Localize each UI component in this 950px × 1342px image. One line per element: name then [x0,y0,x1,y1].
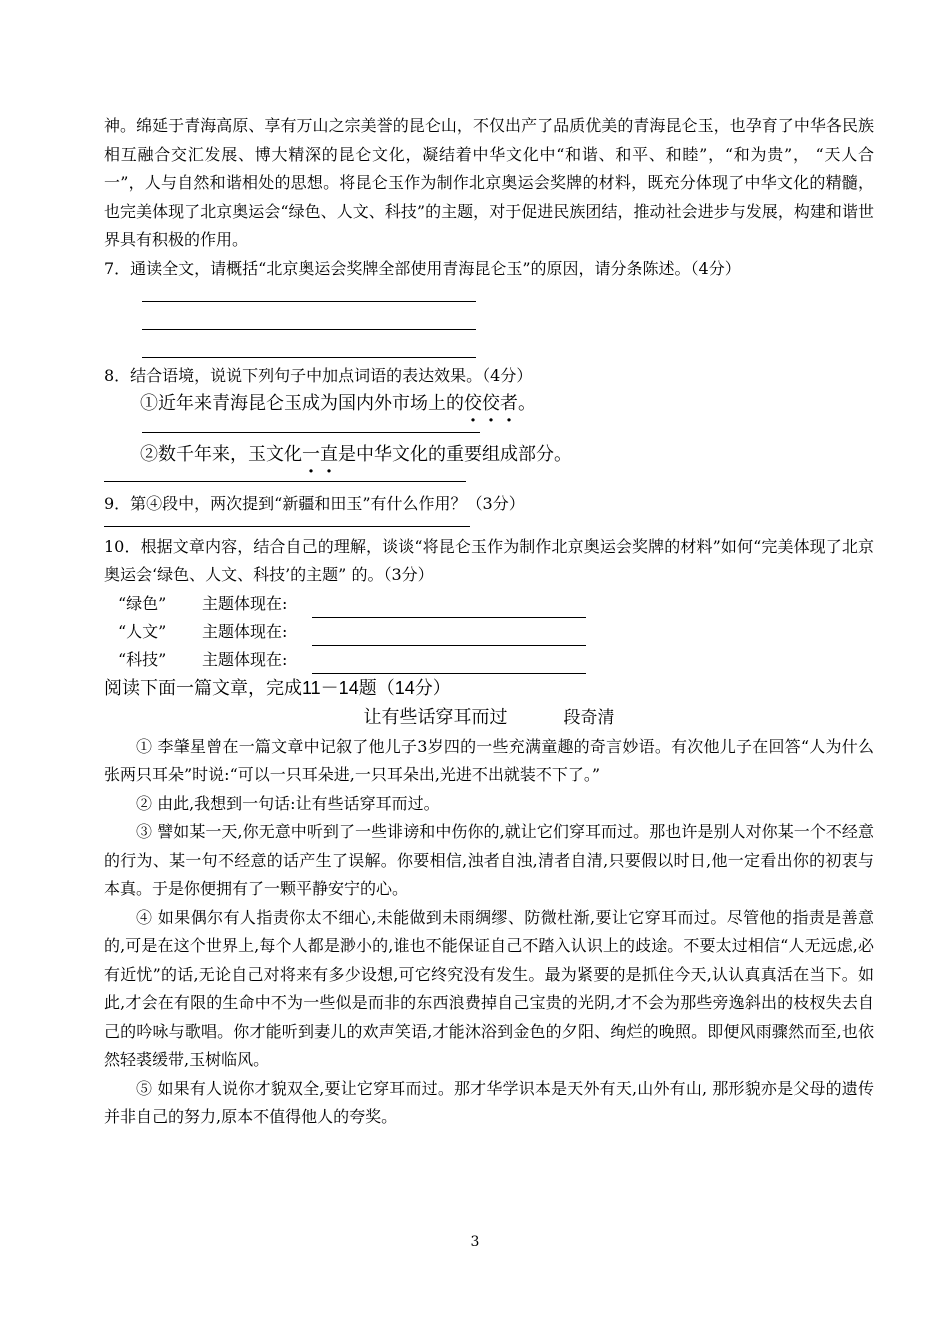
answer-line[interactable] [312,625,586,646]
q8-1-text: ①近年来青海昆仑玉成为国内外市场上的 [140,392,464,414]
answer-line[interactable] [142,301,476,302]
article-author: 段奇清 [563,707,615,728]
answer-line[interactable] [104,526,470,527]
section-heading: 阅读下面一篇文章，完成11－14题（14分） [104,677,451,698]
answer-line[interactable] [104,481,466,482]
q8-1-end: 。 [518,392,536,414]
article-header [104,702,874,733]
dotted-char: 直 [320,443,338,465]
theme-label: “人文” [118,621,167,641]
theme-row-technology [104,646,874,674]
question-10: 10．根据文章内容，结合自己的理解，谈谈“将昆仑玉作为制作北京奥运会奖牌的材料”如何“完美体现了北京奥运会‘绿色、人文、科技’的主题” 的。（3分） [104,536,874,584]
answer-line[interactable] [312,653,586,674]
dotted-char: 者 [500,392,518,414]
article-paragraph-1: ① 李肇星曾在一篇文章中记叙了他儿子3岁四的一些充满童趣的奇言妙语。有次他儿子在回答“人为什么张两只耳朵”时说:“可以一只耳朵进,一只耳朵出,光进不出就装不下了。” [104,736,874,784]
article-paragraph-5: ⑤ 如果有人说你才貌双全,要让它穿耳而过。那才华学识本是天外有天,山外有山, 那形貌亦是父母的遗传并非自己的努力,原本不值得他人的夸奖。 [104,1078,874,1126]
theme-suffix: 主题体现在: [202,649,288,669]
article-paragraph-2: ② 由此,我想到一句话:让有些话穿耳而过。 [136,793,440,813]
answer-line[interactable] [312,597,586,618]
dotted-char: 佼 [464,392,482,414]
answer-line[interactable] [142,329,476,330]
theme-suffix: 主题体现在: [202,621,288,641]
question-8-1 [104,390,874,418]
dotted-char: 佼 [482,392,500,414]
theme-suffix: 主题体现在: [202,593,288,613]
answer-line[interactable] [142,432,480,433]
answer-lines-q7 [104,301,874,358]
q8-2-text: ②数千年来，玉文化 [140,443,302,465]
q8-2-end: 是中华文化的重要组成部分。 [338,443,572,465]
theme-row-humanity [104,618,874,646]
theme-label: “绿色” [118,593,167,613]
question-8: 8．结合语境，说说下列句子中加点词语的表达效果。（4分） [104,365,533,385]
continuation-paragraph: 神。绵延于青海高原、享有万山之宗美誉的昆仑山，不仅出产了品质优美的青海昆仑玉，也孕育了中华各民族相互融合交汇发展、博大精深的昆仑文化，凝结着中华文化中“和谐、和平、和睦”，“和为贵”， “天人合一”，人与自然和谐相处的思想。将昆仑玉作为制作北京奥运会奖牌的材料，既充分体现了中华文化的精髓，也完美体现了北京奥运会“绿色、人文、科技”的主题，对于促进民族团结，推动社会进步与发展，构建和谐世界具有积极的作用。 [104,116,874,249]
article-paragraph-4: ④ 如果偶尔有人指责你太不细心,未能做到未雨绸缪、防微杜渐,要让它穿耳而过。尽管他的指责是善意的,可是在这个世界上,每个人都是渺小的,谁也不能保证自己不踏入认识上的歧途。不要太过相信“人无远虑,必有近忧”的话,无论自己对将来有多少设想,可它终究没有发生。最为紧要的是抓住今天,认认真真活在当下。如此,才会在有限的生命中不为一些似是而非的东西浪费掉自己宝贵的光阴,才不会为那些旁逸斜出的枝杈失去自己的吟咏与歌唱。你才能听到妻儿的欢声笑语,才能沐浴到金色的夕阳、绚烂的晚照。即便风雨骤然而至,也依然轻裘缓带,玉树临风。 [104,907,874,1069]
page-number: 3 [470,1234,480,1250]
question-8-2 [104,441,874,469]
answer-line[interactable] [142,357,476,358]
question-9: 9．第④段中，两次提到“新疆和田玉”有什么作用？（3分） [104,493,525,513]
theme-label: “科技” [118,649,167,669]
theme-row-green [104,590,874,618]
dotted-char: 一 [302,443,320,465]
question-7: 7．通读全文，请概括“北京奥运会奖牌全部使用青海昆仑玉”的原因，请分条陈述。（4分） [104,258,741,278]
exam-page [104,112,874,1132]
article-title: 让有些话穿耳而过 [363,706,508,727]
article-paragraph-3: ③ 譬如某一天,你无意中听到了一些诽谤和中伤你的,就让它们穿耳而过。那也许是别人对你某一个不经意的行为、某一句不经意的话产生了误解。你要相信,浊者自浊,清者自清,只要假以时日,他一定看出你的初衷与本真。于是你便拥有了一颗平静安宁的心。 [104,822,874,898]
